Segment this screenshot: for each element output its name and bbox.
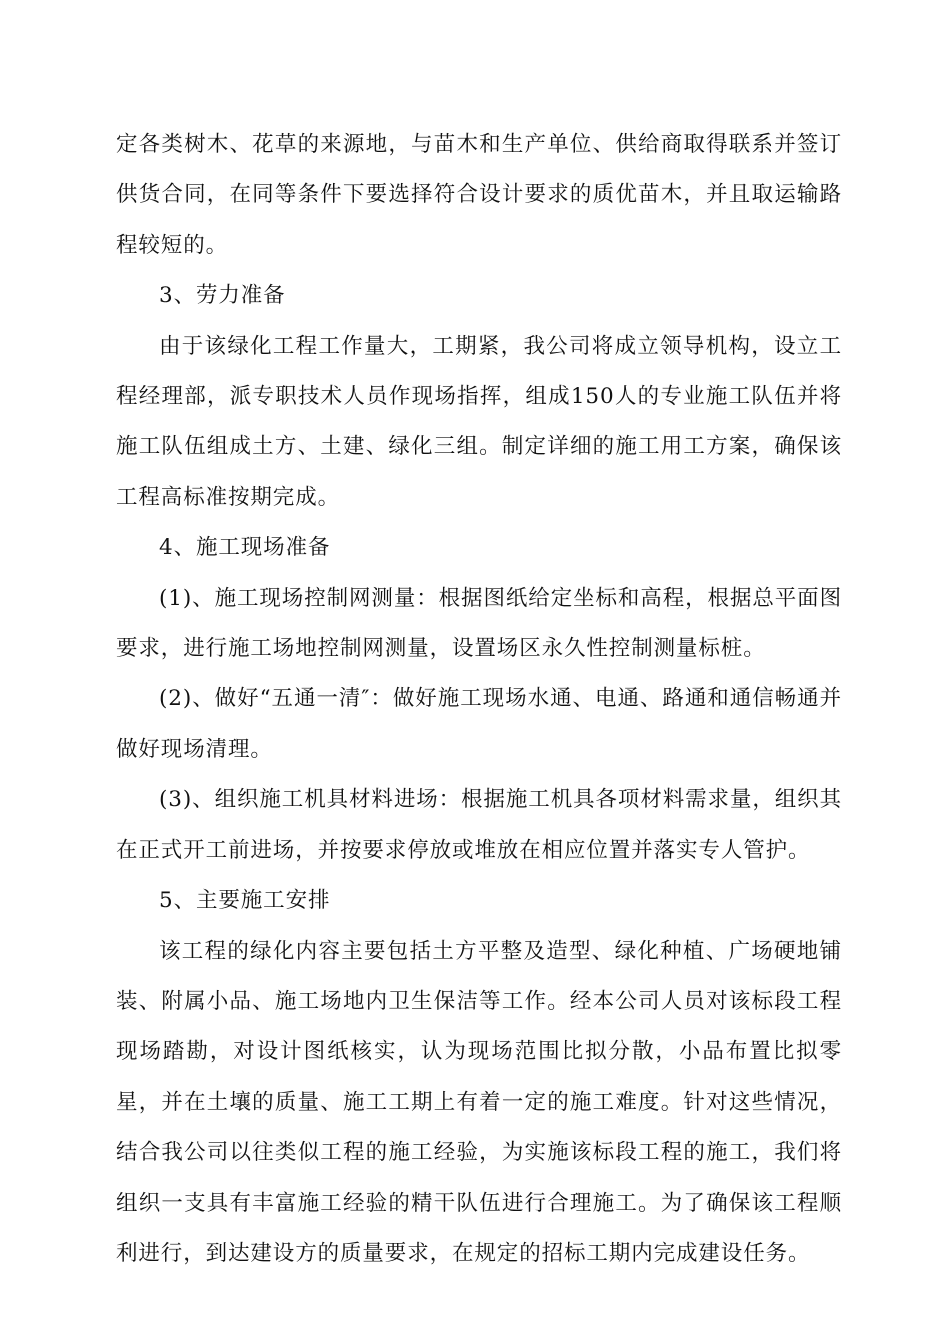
heading-construction-arrangement: 5、主要施工安排 (159, 888, 331, 914)
paragraph-seedling-sourcing: 定各类树木、花草的来源地，与苗木和生产单位、供给商取得联系并签订供货合同，在同等条件下要选择符合设计要求的质优苗木，并且取运输路程较短的。 (116, 132, 842, 258)
paragraph-control-survey: (1)、施工现场控制网测量：根据图纸给定坐标和高程，根据总平面图要求，进行施工场地控制网测量，设置场区永久性控制测量标桩。 (116, 585, 842, 662)
paragraph-utilities-clearing: (2)、做好“五通一清″：做好施工现场水通、电通、路通和通信畅通并做好现场清理。 (116, 686, 842, 762)
document-body (116, 120, 842, 1279)
paragraph-construction-scope: 该工程的绿化内容主要包括土方平整及造型、绿化种植、广场硬地铺装、附属小品、施工场地内卫生保洁等工作。经本公司人员对该标段工程现场踏勘，对设计图纸核实，认为现场范围比拟分散，小品布置比拟零星，并在土壤的质量、施工工期上有着一定的施工难度。针对这些情况，结合我公司以往类似工程的施工经验，为实施该标段工程的施工，我们将组织一支具有丰富施工经验的精干队伍进行合理施工。为了确保该工程顺利进行，到达建设方的质量要求，在规定的招标工期内完成建设任务。 (116, 938, 842, 1266)
heading-site-preparation: 4、施工现场准备 (159, 535, 331, 561)
paragraph-labor-organization: 由于该绿化工程工作量大，工期紧，我公司将成立领导机构，设立工程经理部，派专职技术人员作现场指挥，组成150人的专业施工队伍并将施工队伍组成土方、土建、绿化三组。制定详细的施工用工方案，确保该工程高标准按期完成。 (116, 333, 842, 510)
heading-labor-preparation: 3、劳力准备 (159, 283, 286, 309)
paragraph-equipment-entry: (3)、组织施工机具材料进场：根据施工机具各项材料需求量，组织其在正式开工前进场，并按要求停放或堆放在相应位置并落实专人管护。 (116, 787, 842, 863)
